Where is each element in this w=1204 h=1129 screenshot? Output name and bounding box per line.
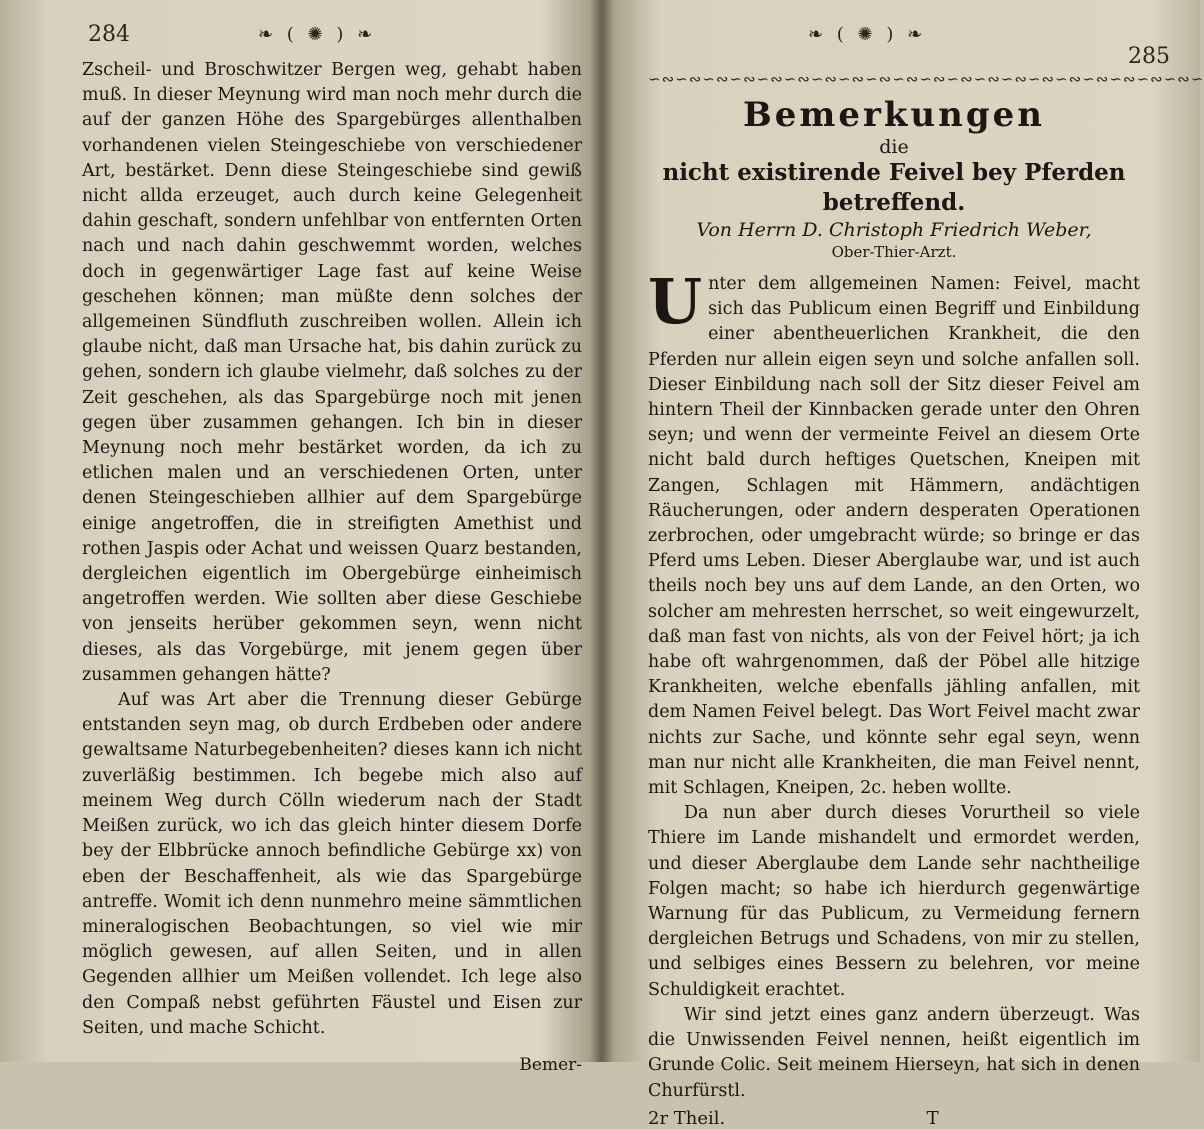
right-page (602, 0, 1204, 1129)
left-paragraph-1: Zscheil- und Broschwitzer Bergen weg, gehabt haben muß. In dieser Meynung wird man noch mehr durch die auf der ganzen Höhe des Spargebürges allenthalben vorhandenen vielen Steingeschiebe von verschiedener Art, bestärket. Denn diese Steingeschiebe sind gewiß nicht allda erzeuget, auch durch keine Gelegenheit dahin geschaft, sondern unfehlbar von entfernten Orten nach und nach dahin geschwemmt worden, welches doch in gegenwärtiger Lage fast auf keine Weise geschehen können; man müßte denn solches der allgemeinen Sündfluth zuschreiben wollen. Allein ich glaube nicht, daß man Ursache hat, bis dahin zurück zu gehen, sondern ich glaube vielmehr, daß solches zu der Zeit geschehen, als das Spargebürge noch mit jenen gegen über zusammen gehangen. Ich bin in dieser Meynung noch mehr bestärket worden, da ich zu etlichen malen und an verschiedenen Orten, unter denen Steingeschieben allhier auf dem Spargebürge einige angetroffen, die in streifigten Amethist und rothen Jaspis oder Achat und weissen Quarz bestanden, dergleichen eigentlich im Obergebürge einheimisch angetroffen werden. Wie sollten aber diese Geschiebe von jenseits herüber gekommen seyn, wenn nicht dieses, als das Vorgebürge, mit jenem gegen über zusammen gehangen hätte? (82, 60, 582, 685)
left-header-ornament: ❧ ( ✺ ) ❧ (258, 24, 377, 45)
right-page-number: 285 (1128, 44, 1170, 69)
right-paragraph-1 (648, 265, 1140, 801)
right-paragraph-3: Wir sind jetzt eines ganz andern überzeugt. Was die Unwissenden Feivel nennen, heißt eigentlich im Grunde Colic. Seit meinem Hierseyn, hat sich in denen Churfürstl. (648, 1004, 1140, 1101)
left-catchword: Bemer- (519, 1054, 582, 1075)
left-paragraph-2: Auf was Art aber die Trennung dieser Gebürge entstanden seyn mag, ob durch Erdbeben oder andere gewaltsame Naturbegebenheiten? dieses kann ich nicht zuverläßig bestimmen. Ich begebe mich also auf meinem Weg durch Cölln wiederum nach der Stadt Meißen zurück, wo ich das gleich hinter diesem Dorfe bey der Elbbrücke annoch befindliche Gebürge xx) von eben der Beschaffenheit, als wie das Spargebürge antreffe. Womit ich denn nunmehro meine sämmtlichen mineralogischen Beobachtungen, so viel wie mir möglich gewesen, auf allen Seiten, und in allen Gegenden allhier um Meißen vollendet. Ich lege also den Compaß nebst geführten Fäustel und Eisen zur Seiten, und mache Schicht. (82, 690, 582, 1038)
article-subtitle: nicht existirende Feivel bey Pferden betreffend. (662, 159, 1126, 216)
article-subtitle-small: die (879, 136, 909, 158)
left-page (0, 0, 600, 1075)
right-page-footline (648, 1108, 1140, 1129)
right-header-ornament: ❧ ( ✺ ) ❧ (808, 24, 927, 45)
author-role: Ober-Thier-Arzt. (831, 243, 957, 261)
left-page-number: 284 (88, 22, 130, 47)
right-page-header (648, 18, 1170, 69)
right-body-text (648, 265, 1140, 1104)
article-title: Bemerkungen (742, 95, 1045, 135)
author-byline: Von Herrn D. Christoph Friedrich Weber, (696, 219, 1092, 241)
left-page-header (82, 18, 582, 58)
ornamental-divider: ∽∾∽∾∽∾∽∾∽∾∽∾∽∾∽∾∽∾∽∾∽∾∽∾∽∾∽∾∽∾∽∾∽∾∽∾∽∾∽∾∽ (648, 70, 1204, 88)
sheet-letter: T (926, 1107, 939, 1129)
right-paragraph-2: Da nun aber durch dieses Vorurtheil so viele Thiere im Lande mishandelt und ermordet werden, und dieser Aberglaube dem Lande sehr nachtheilige Folgen macht; so habe ich hierdurch gegenwärtige Warnung für das Publicum, zu Vermeidung fernern dergleichen Betrugs und Schadens, von mir zu stellen, und selbiges eines Bessern zu belehren, vor meine Schuldigkeit erachtet. (648, 803, 1140, 1000)
right-paragraph-1-text: nter dem allgemeinen Namen: Feivel, macht sich das Publicum einen Begriff und Einbildung einer abentheuerlichen Krankheit, die den Pferden nur allein eigen seyn und solche anfallen soll. Dieser Einbildung nach soll der Sitz dieser Feivel am hintern Theil der Kinnbacken gerade unter den Ohren seyn; und wenn der vermeinte Feivel an diesem Orte nicht bald durch heftiges Quetschen, Kneipen mit Zangen, Schlagen mit Hämmern, andächtigen Räucherungen, oder andern desperaten Operationen zerbrochen, oder umgebracht würde; so bringe er das Pferd ums Leben. Dieser Aberglaube war, und ist auch theils noch bey uns auf dem Lande, an den Orten, wo solcher am mehresten herrschet, so weit eingewurzelt, daß man fast von nichts, als von der Feivel hört; ja ich habe oft wahrgenommen, daß der Pöbel alle hitzige Krankheiten, welche ebenfalls jähling anfallen, mit dem Namen Feivel belegt. Das Wort Feivel macht zwar nichts zur Sache, und könnte sehr egal seyn, wenn man nur nicht alle Krankheiten, die man Feivel nennt, mit Schlagen, Kneipen, 2c. heben wollte. (648, 274, 1140, 799)
signature-mark: 2r Theil. (648, 1107, 726, 1129)
drop-cap: U (648, 265, 703, 338)
left-body-text (82, 58, 582, 1041)
